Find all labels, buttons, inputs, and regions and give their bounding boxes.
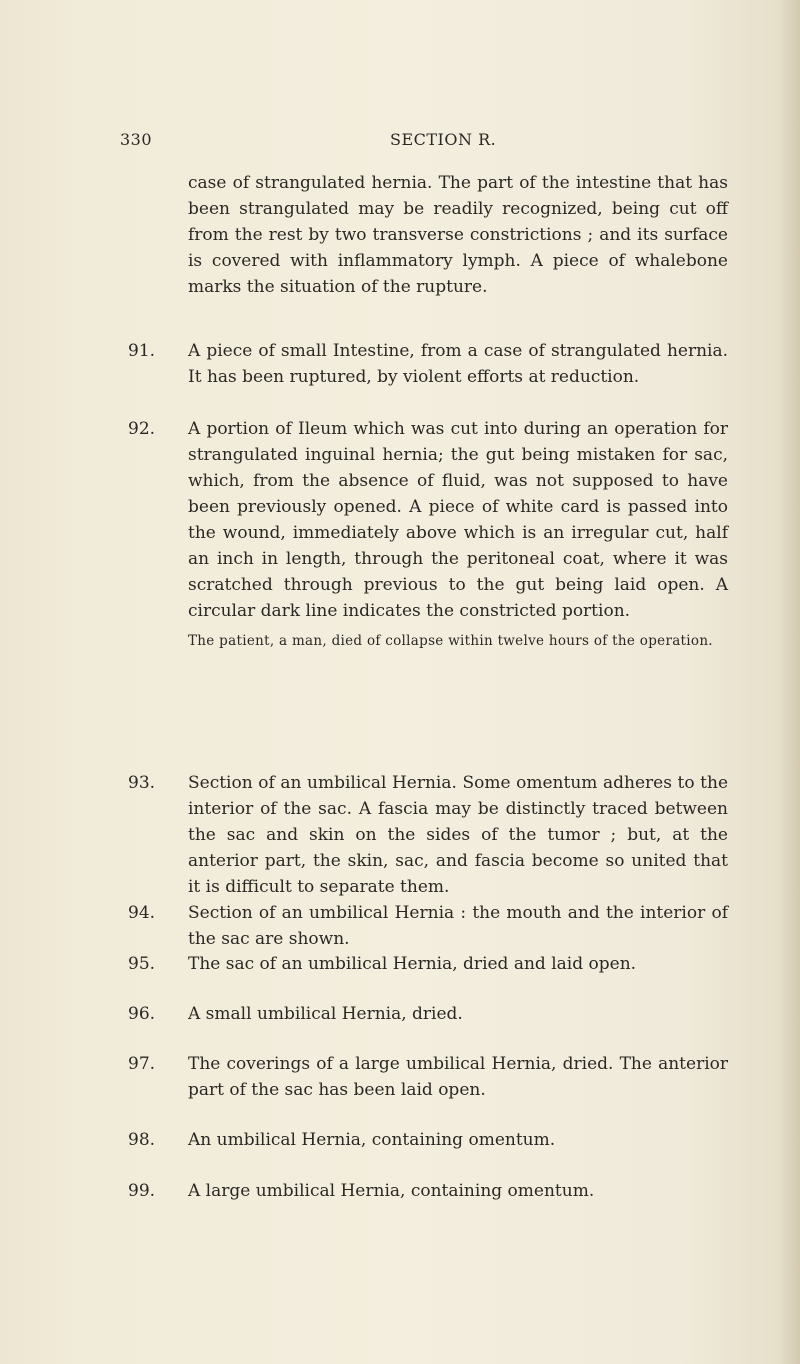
entry-number: 99.: [128, 1181, 156, 1201]
catalogue-entry-93: [128, 770, 728, 900]
entry-text: The sac of an umbilical Hernia, dried and laid open.: [188, 954, 637, 974]
running-head: SECTION R.: [390, 130, 497, 149]
entry-text: An umbilical Hernia, containing omentum.: [188, 1130, 556, 1150]
entry-number: 96.: [128, 1004, 156, 1024]
entry-text: The coverings of a large umbilical Hernia, dried. The anterior part of the sac has been laid open.: [188, 1054, 728, 1100]
entry-text: Section of an umbilical Hernia : the mouth and the interior of the sac are shown.: [188, 903, 728, 949]
page-header: [120, 130, 720, 154]
continued-paragraph: case of strangulated hernia. The part of the intestine that has been strangulated may be readily recognized, being cut off from the rest by two transverse constrictions ; and its surface is covered with inflammatory lymph. A piece of whalebone marks the situation of the rupture.: [188, 173, 728, 297]
entry-number: 97.: [128, 1054, 156, 1074]
entry-number: 91.: [128, 341, 156, 361]
entry-number: 95.: [128, 954, 156, 974]
catalogue-entry-96: [128, 1001, 728, 1027]
entry-number: 98.: [128, 1130, 156, 1150]
catalogue-entry-97: [128, 1051, 728, 1103]
catalogue-entry-94: [128, 900, 728, 952]
entry-number: 94.: [128, 903, 156, 923]
entry-text: A portion of Ileum which was cut into during an operation for strangulated inguinal hernia; the gut being mistaken for sac, which, from the absence of fluid, was not supposed to have been previously opened. A piece of white card is passed into the wound, immediately above which is an irregular cut, half an inch in length, through the peritoneal coat, where it was scratched through previous to the gut being laid open. A circular dark line indicates the constricted portion.: [188, 419, 728, 621]
entry-text: A large umbilical Hernia, containing omentum.: [188, 1181, 595, 1201]
catalogue-entry-91: [128, 338, 728, 390]
catalogue-entry-92: [128, 416, 728, 652]
entry-text: A piece of small Intestine, from a case of strangulated hernia. It has been ruptured, by violent efforts at reduction.: [188, 341, 728, 387]
entry-number: 93.: [128, 773, 156, 793]
catalogue-entry-99: [128, 1178, 728, 1204]
entry-text: Section of an umbilical Hernia. Some omentum adheres to the interior of the sac. A fascia may be distinctly traced between the sac and skin on the sides of the tumor ; but, at the anterior part, the skin, sac, and fascia become so united that it is difficult to separate them.: [188, 773, 728, 897]
entry-number: 92.: [128, 419, 156, 439]
entry-text: A small umbilical Hernia, dried.: [188, 1004, 463, 1024]
page-edge-shadow: [778, 0, 800, 1364]
catalogue-entry-98: [128, 1127, 728, 1153]
catalogue-entry-95: [128, 951, 728, 977]
entry-note: The patient, a man, died of collapse within twelve hours of the operation.: [188, 633, 713, 649]
page-number: 330: [120, 130, 153, 149]
